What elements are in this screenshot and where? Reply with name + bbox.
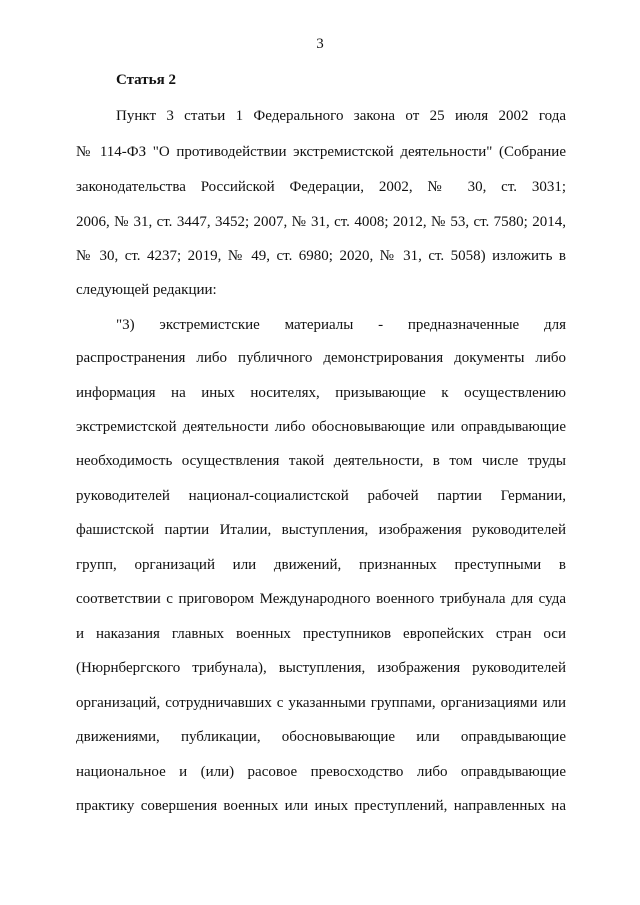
page-number: 3 (316, 36, 324, 52)
text-line: руководителей национал-социалистской рабочей партии Германии, (76, 488, 566, 504)
text-line: Пункт 3 статьи 1 Федерального закона от 25 июля 2002 года (116, 108, 566, 124)
text-line: необходимость осуществления такой деятельности, в том числе труды (76, 453, 566, 469)
text-line: практику совершения военных или иных преступлений, направленных на (76, 798, 566, 814)
text-line: (Нюрнбергского трибунала), выступления, изображения руководителей (76, 660, 566, 676)
text-line: фашистской партии Италии, выступления, изображения руководителей (76, 522, 566, 538)
text-line: движениями, публикации, обосновывающие или оправдывающие (76, 729, 566, 745)
article-title: Статья 2 (116, 72, 176, 88)
text-line: информация на иных носителях, призывающие к осуществлению (76, 385, 566, 401)
text-line: распространения либо публичного демонстрирования документы либо (76, 350, 566, 366)
text-line: 2006, № 31, ст. 3447, 3452; 2007, № 31, ст. 4008; 2012, № 53, ст. 7580; 2014, (76, 214, 566, 230)
text-line: и наказания главных военных преступников европейских стран оси (76, 626, 566, 642)
text-line: экстремистской деятельности либо обосновывающие или оправдывающие (76, 419, 566, 435)
text-line: следующей редакции: (76, 282, 217, 298)
text-line: групп, организаций или движений, признанных преступными в (76, 557, 566, 573)
text-line: № 114-ФЗ "О противодействии экстремистской деятельности" (Собрание (76, 144, 566, 160)
text-line: национальное и (или) расовое превосходство либо оправдывающие (76, 764, 566, 780)
text-line: "3) экстремистские материалы - предназначенные для (116, 317, 566, 333)
text-line: организаций, сотрудничавших с указанными группами, организациями или (76, 695, 566, 711)
text-line: № 30, ст. 4237; 2019, № 49, ст. 6980; 2020, № 31, ст. 5058) изложить в (76, 248, 566, 264)
text-line: соответствии с приговором Международного военного трибунала для суда (76, 591, 566, 607)
text-line: законодательства Российской Федерации, 2002, № 30, ст. 3031; (76, 179, 566, 195)
